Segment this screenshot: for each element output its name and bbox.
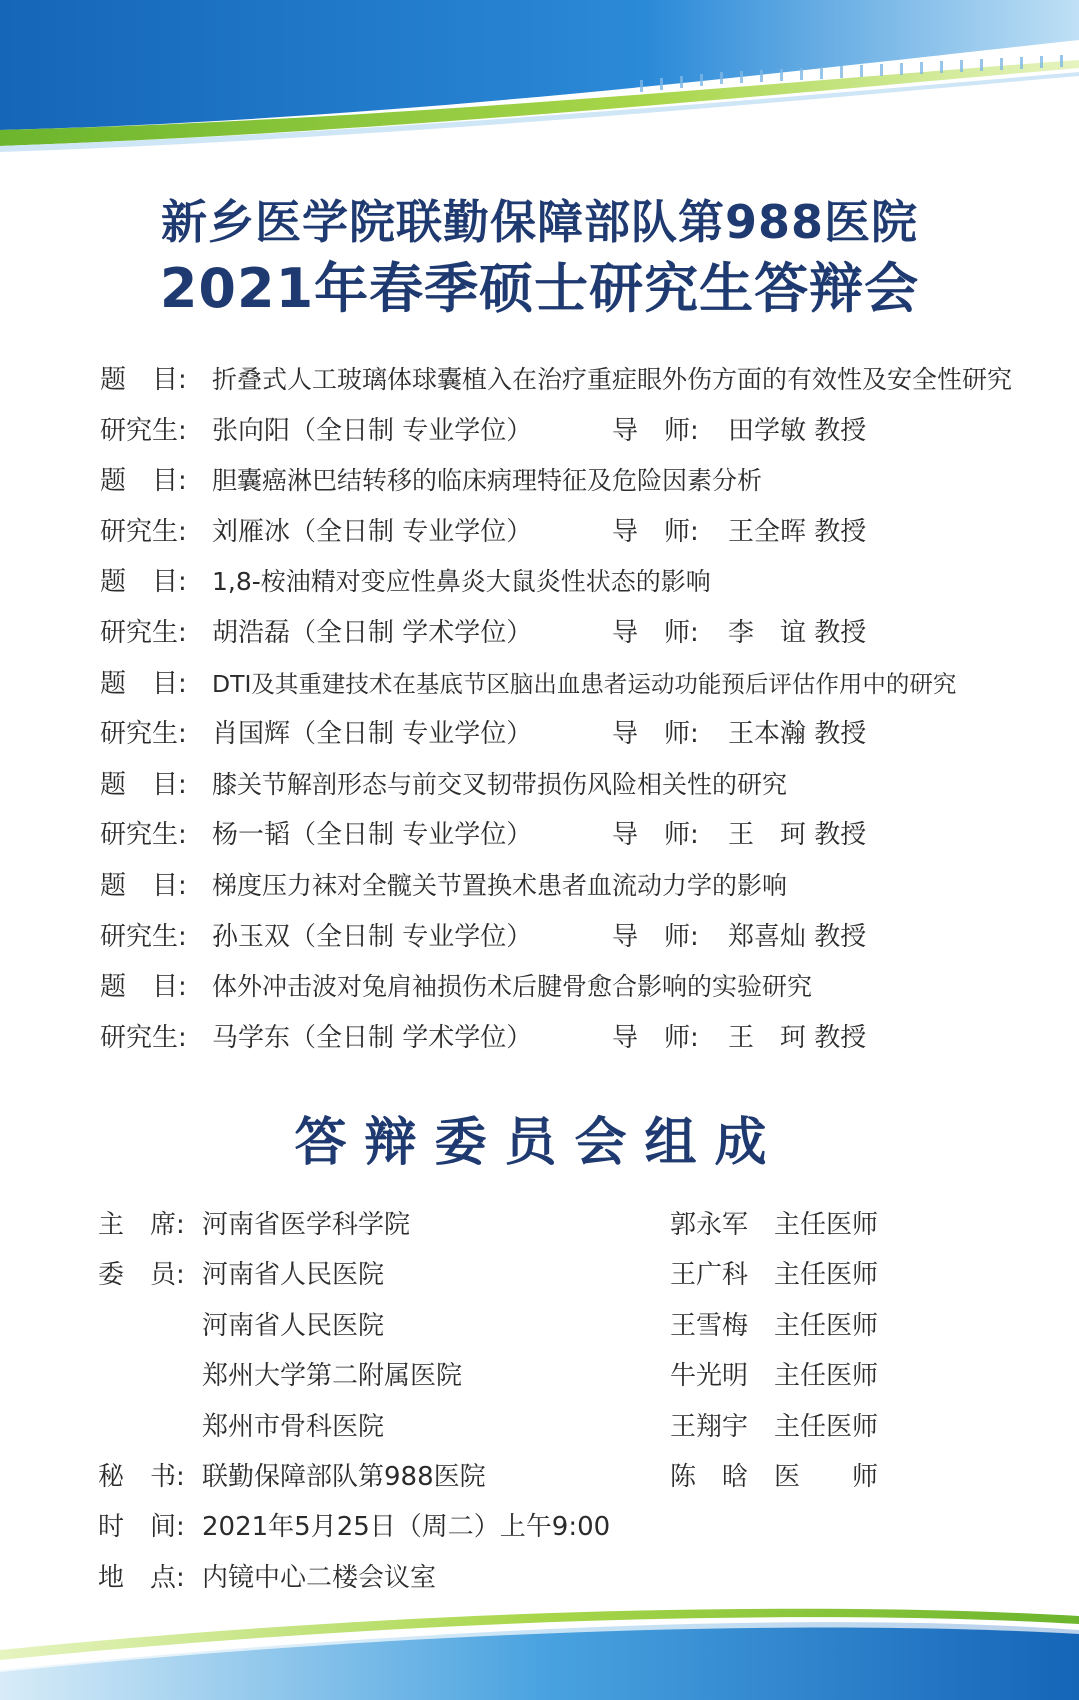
student-name: 马学东（全日制 学术学位） <box>212 1022 533 1053</box>
committee-member-title: 医 师 <box>774 1461 879 1492</box>
student-row <box>100 608 1000 659</box>
defense-list <box>100 355 1013 1063</box>
committee-role-label: 委 员: <box>98 1260 185 1291</box>
committee-member-name: 牛光明 <box>670 1361 749 1392</box>
schedule-location: 内镜中心二楼会议室 <box>202 1562 437 1593</box>
topic-row <box>100 760 1000 811</box>
student-name: 刘雁冰（全日制 专业学位） <box>212 516 533 547</box>
committee-role-label: 时 间: <box>98 1512 185 1543</box>
student-label: 研究生: <box>100 1022 187 1053</box>
committee-member-name: 陈 晗 <box>670 1461 749 1492</box>
committee-role-label <box>98 1301 198 1351</box>
page-title-event: 2021年春季硕士研究生答辩会 <box>159 257 920 320</box>
committee-institution: 郑州大学第二附属医院 <box>202 1361 463 1392</box>
topic-label: 题 目: <box>100 972 187 1003</box>
committee-role-label: 秘 书: <box>98 1461 185 1492</box>
schedule-time-row <box>98 1502 998 1552</box>
committee-institution: 河南省医学科学院 <box>202 1210 411 1240</box>
student-name: 杨一韬（全日制 专业学位） <box>212 820 533 851</box>
committee-member-name: 王雪梅 <box>670 1310 749 1341</box>
committee-row <box>98 1402 998 1452</box>
student-row <box>100 1013 1000 1064</box>
advisor-name: 王 珂 教授 <box>728 820 867 851</box>
student-label: 研究生: <box>100 617 187 648</box>
committee-row <box>98 1351 998 1401</box>
committee-list <box>98 1200 998 1603</box>
topic-label: 题 目: <box>100 668 187 699</box>
committee-row <box>98 1452 998 1502</box>
advisor-label: 导 师: <box>612 820 699 851</box>
topic-row <box>100 456 1000 507</box>
topic-row <box>100 861 1000 912</box>
topic-title: 1,8-桉油精对变应性鼻炎大鼠炎性状态的影响 <box>212 567 711 597</box>
committee-member-name: 王翔宇 <box>670 1411 749 1442</box>
topic-row <box>100 557 1000 608</box>
student-row <box>100 507 1000 558</box>
student-label: 研究生: <box>100 516 187 547</box>
topic-label: 题 目: <box>100 567 187 598</box>
topic-row <box>100 355 1013 406</box>
page-title-hospital: 新乡医学院联勤保障部队第988医院 <box>160 195 919 249</box>
advisor-label: 导 师: <box>612 719 699 750</box>
committee-institution: 郑州市骨科医院 <box>202 1411 385 1442</box>
topic-title: 折叠式人工玻璃体球囊植入在治疗重症眼外伤方面的有效性及安全性研究 <box>212 365 1013 394</box>
topic-row <box>100 962 1000 1013</box>
advisor-label: 导 师: <box>612 617 699 648</box>
topic-label: 题 目: <box>100 466 187 497</box>
student-row <box>100 406 1000 457</box>
top-wave-decoration <box>0 0 1079 170</box>
advisor-name: 王 珂 教授 <box>728 1022 867 1053</box>
committee-role-label <box>98 1402 198 1452</box>
schedule-time: 2021年5月25日（周二）上午9:00 <box>202 1512 611 1543</box>
student-label: 研究生: <box>100 921 187 952</box>
committee-member-title: 主任医师 <box>774 1411 879 1442</box>
student-row <box>100 912 1000 963</box>
student-label: 研究生: <box>100 820 187 851</box>
topic-label: 题 目: <box>100 870 187 901</box>
advisor-label: 导 师: <box>612 516 699 547</box>
committee-member-name: 王广科 <box>670 1260 749 1291</box>
committee-member-title: 主任医师 <box>774 1310 879 1341</box>
topic-title: 胆囊癌淋巴结转移的临床病理特征及危险因素分析 <box>212 466 763 496</box>
committee-row <box>98 1250 998 1300</box>
advisor-name: 王本瀚 教授 <box>728 719 867 750</box>
committee-institution: 联勤保障部队第988医院 <box>202 1461 486 1492</box>
committee-institution: 河南省人民医院 <box>202 1260 385 1291</box>
student-label: 研究生: <box>100 415 187 446</box>
committee-member-title: 主任医师 <box>774 1210 879 1240</box>
advisor-label: 导 师: <box>612 415 699 446</box>
topic-title: DTI及其重建技术在基底节区脑出血患者运动功能预后评估作用中的研究 <box>212 669 957 698</box>
committee-row <box>98 1200 998 1250</box>
topic-title: 梯度压力袜对全髋关节置换术患者血流动力学的影响 <box>212 870 788 900</box>
student-name: 孙玉双（全日制 专业学位） <box>212 921 533 952</box>
student-name: 胡浩磊（全日制 学术学位） <box>212 617 533 648</box>
topic-label: 题 目: <box>100 769 187 800</box>
advisor-name: 郑喜灿 教授 <box>728 921 867 952</box>
committee-member-title: 主任医师 <box>774 1361 879 1392</box>
committee-member-name: 郭永军 <box>670 1210 749 1240</box>
committee-institution: 河南省人民医院 <box>202 1310 385 1341</box>
topic-label: 题 目: <box>100 365 187 395</box>
committee-role-label: 地 点: <box>98 1562 185 1593</box>
topic-title: 膝关节解剖形态与前交叉韧带损伤风险相关性的研究 <box>212 769 788 799</box>
advisor-label: 导 师: <box>612 1022 699 1053</box>
topic-row <box>100 659 1000 710</box>
student-row <box>100 709 1000 760</box>
student-row <box>100 810 1000 861</box>
committee-role-label <box>98 1351 198 1401</box>
student-name: 肖国辉（全日制 专业学位） <box>212 719 533 750</box>
student-label: 研究生: <box>100 719 187 750</box>
schedule-location-row <box>98 1553 998 1603</box>
advisor-name: 李 谊 教授 <box>728 617 867 648</box>
committee-role-label: 主 席: <box>98 1210 185 1240</box>
bottom-wave-decoration <box>0 1590 1079 1700</box>
student-name: 张向阳（全日制 专业学位） <box>212 415 533 446</box>
advisor-name: 王全晖 教授 <box>728 516 867 547</box>
topic-title: 体外冲击波对兔肩袖损伤术后腱骨愈合影响的实验研究 <box>212 972 813 1002</box>
advisor-name: 田学敏 教授 <box>728 415 867 446</box>
committee-row <box>98 1301 998 1351</box>
committee-member-title: 主任医师 <box>774 1260 879 1291</box>
advisor-label: 导 师: <box>612 921 699 952</box>
committee-title: 答辩委员会组成 <box>294 1113 785 1173</box>
